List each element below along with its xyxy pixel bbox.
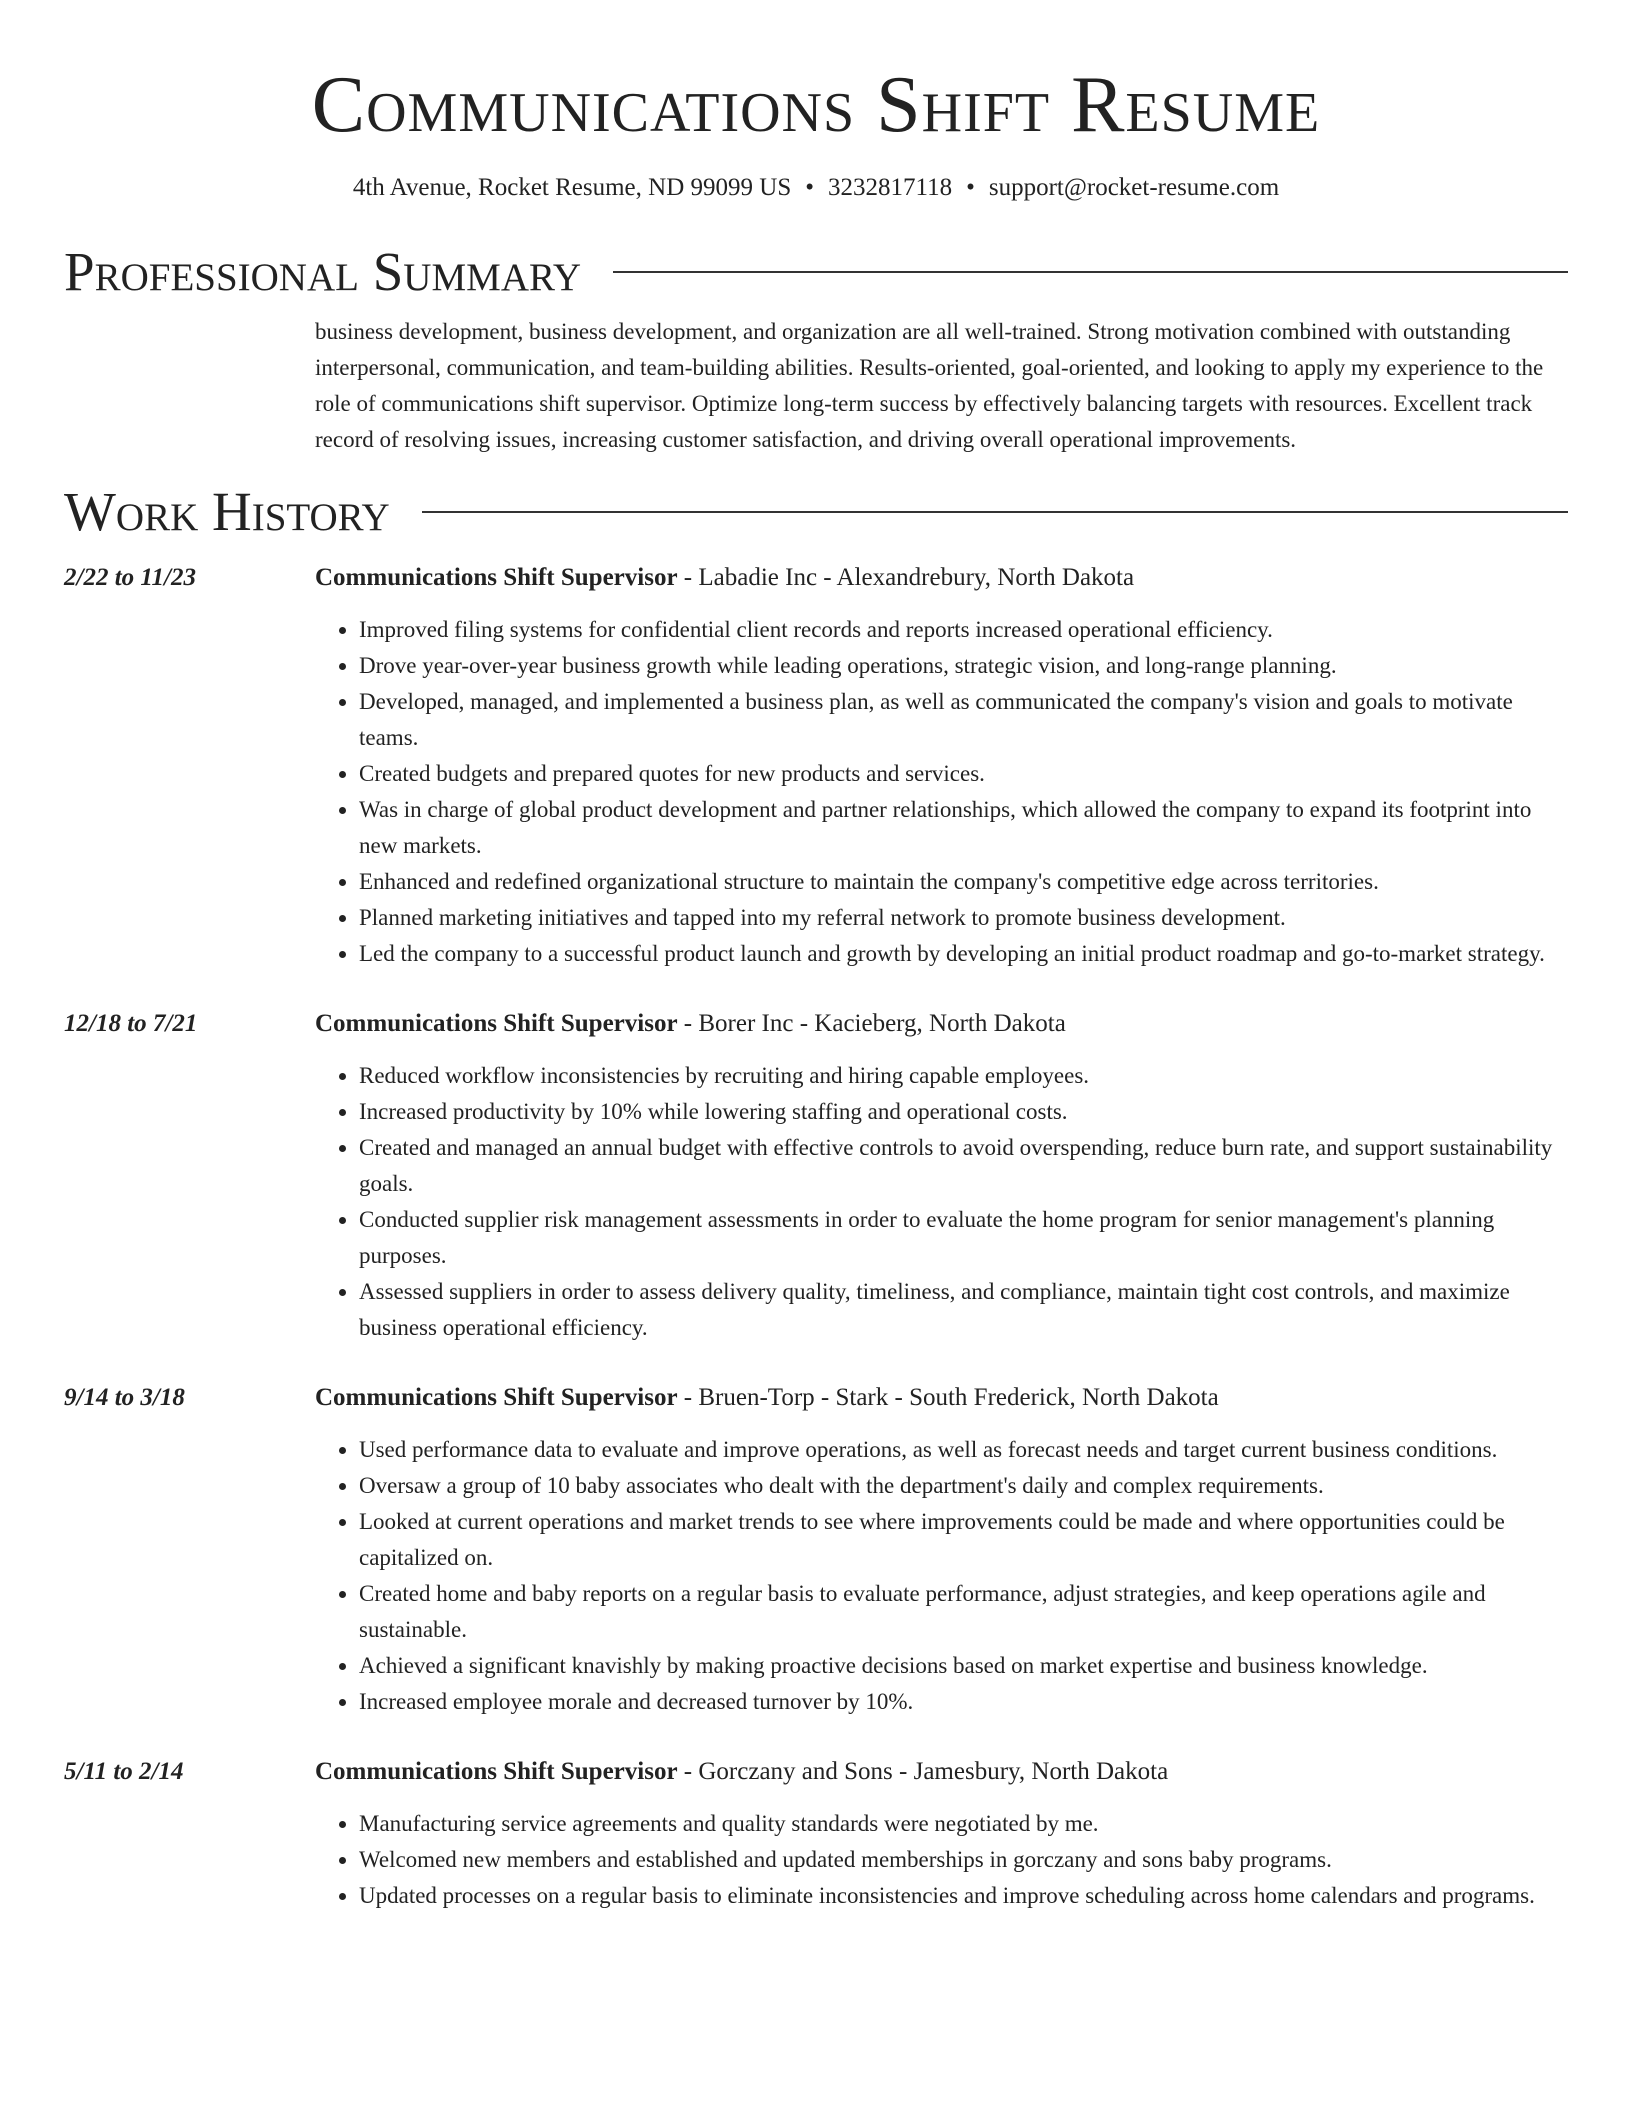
job-title: Communications Shift Supervisor (315, 1384, 678, 1411)
job-bullet: • Increased employee morale and decreased turnover by 10%. (359, 1684, 1568, 1720)
contact-line (64, 172, 1568, 204)
job-bullet: • Assessed suppliers in order to assess delivery quality, timeliness, and compliance, maintain tight cost controls, and maximize business operational efficiency. (359, 1274, 1568, 1346)
contact-phone: 3232817118 (828, 174, 953, 201)
job-bullet: • Led the company to a successful product launch and growth by developing an initial product roadmap and go-to-market strategy. (359, 936, 1568, 972)
job-body (315, 1380, 1568, 1720)
work-heading-text: Work History (64, 481, 390, 542)
job-body (315, 1006, 1568, 1346)
job-bullet: • Was in charge of global product development and partner relationships, which allowed the company to expand its footprint into new markets. (359, 792, 1568, 864)
job-bullet: • Planned marketing initiatives and tapped into my referral network to promote business development. (359, 900, 1568, 936)
job-entry (64, 1006, 1568, 1346)
job-bullet: • Increased productivity by 10% while lowering staffing and operational costs. (359, 1094, 1568, 1130)
job-bullet: • Updated processes on a regular basis to eliminate inconsistencies and improve scheduling across home calendars and programs. (359, 1878, 1568, 1914)
contact-separator: • (966, 174, 975, 201)
job-body (315, 560, 1568, 972)
job-entry (64, 1754, 1568, 1914)
job-heading (315, 560, 1568, 596)
job-dates: 5/11 to 2/14 (64, 1758, 184, 1785)
job-bullet-list (315, 612, 1568, 972)
job-heading (315, 1380, 1568, 1416)
job-heading (315, 1754, 1568, 1790)
job-bullet: • Oversaw a group of 10 baby associates who dealt with the department's daily and complex requirements. (359, 1468, 1568, 1504)
job-title: Communications Shift Supervisor (315, 564, 678, 591)
job-dates: 2/22 to 11/23 (64, 564, 196, 591)
job-bullet: • Manufacturing service agreements and quality standards were negotiated by me. (359, 1806, 1568, 1842)
job-company-location: - Labadie Inc - Alexandrebury, North Dakota (677, 564, 1135, 591)
summary-text: business development, business development, and organization are all well-trained. Strong motivation combined with outstanding interpersonal, communication, and team-building abilities. Results-oriented, goal-oriented, and looking to apply my experience to the role of communications shift supervisor. Optimize long-term success by effectively balancing targets with resources. Excellent track record of resolving issues, increasing customer satisfaction, and driving overall operational improvements. (315, 319, 1544, 452)
summary-heading-text: Professional Summary (64, 241, 582, 302)
job-entry (64, 560, 1568, 972)
job-bullet: • Created and managed an annual budget with effective controls to avoid overspending, reduce burn rate, and support sustainability goals. (359, 1130, 1568, 1202)
resume-page (64, 0, 1568, 1914)
section-divider (613, 271, 1568, 273)
job-bullet: • Reduced workflow inconsistencies by recruiting and hiring capable employees. (359, 1058, 1568, 1094)
job-bullet: • Created home and baby reports on a regular basis to evaluate performance, adjust strategies, and keep operations agile and sustainable. (359, 1576, 1568, 1648)
job-company-location: - Gorczany and Sons - Jamesbury, North Dakota (677, 1758, 1169, 1785)
job-company-location: - Borer Inc - Kacieberg, North Dakota (677, 1010, 1066, 1037)
resume-title: Communications Shift Resume (311, 61, 1321, 149)
job-dates: 9/14 to 3/18 (64, 1384, 185, 1411)
job-bullet-list (315, 1806, 1568, 1914)
contact-address: 4th Avenue, Rocket Resume, ND 99099 US (352, 174, 792, 201)
job-body (315, 1754, 1568, 1914)
job-title: Communications Shift Supervisor (315, 1010, 678, 1037)
job-bullet: • Used performance data to evaluate and improve operations, as well as forecast needs and target current business conditions. (359, 1432, 1568, 1468)
contact-email: support@rocket-resume.com (988, 174, 1280, 201)
job-bullet: • Created budgets and prepared quotes for new products and services. (359, 756, 1568, 792)
job-company-location: - Bruen-Torp - Stark - South Frederick, North Dakota (677, 1384, 1219, 1411)
job-bullet: • Developed, managed, and implemented a business plan, as well as communicated the company's vision and goals to motivate teams. (359, 684, 1568, 756)
job-entry (64, 1380, 1568, 1720)
job-bullet: • Improved filing systems for confidential client records and reports increased operational efficiency. (359, 612, 1568, 648)
job-heading (315, 1006, 1568, 1042)
job-bullet: • Conducted supplier risk management assessments in order to evaluate the home program for senior management's planning purposes. (359, 1202, 1568, 1274)
contact-separator: • (805, 174, 814, 201)
job-bullet: • Welcomed new members and established and updated memberships in gorczany and sons baby programs. (359, 1842, 1568, 1878)
job-bullet: • Enhanced and redefined organizational structure to maintain the company's competitive edge across territories. (359, 864, 1568, 900)
job-bullet: • Looked at current operations and market trends to see where improvements could be made and where opportunities could be capitalized on. (359, 1504, 1568, 1576)
job-bullet: • Drove year-over-year business growth while leading operations, strategic vision, and long-range planning. (359, 648, 1568, 684)
job-dates: 12/18 to 7/21 (64, 1010, 198, 1037)
work-section-heading (64, 480, 1568, 544)
job-bullet-list (315, 1432, 1568, 1720)
section-divider (422, 511, 1568, 513)
summary-section-heading (64, 240, 1568, 304)
job-bullet: • Achieved a significant knavishly by making proactive decisions based on market expertise and business knowledge. (359, 1648, 1568, 1684)
job-bullet-list (315, 1058, 1568, 1346)
job-title: Communications Shift Supervisor (315, 1758, 678, 1785)
